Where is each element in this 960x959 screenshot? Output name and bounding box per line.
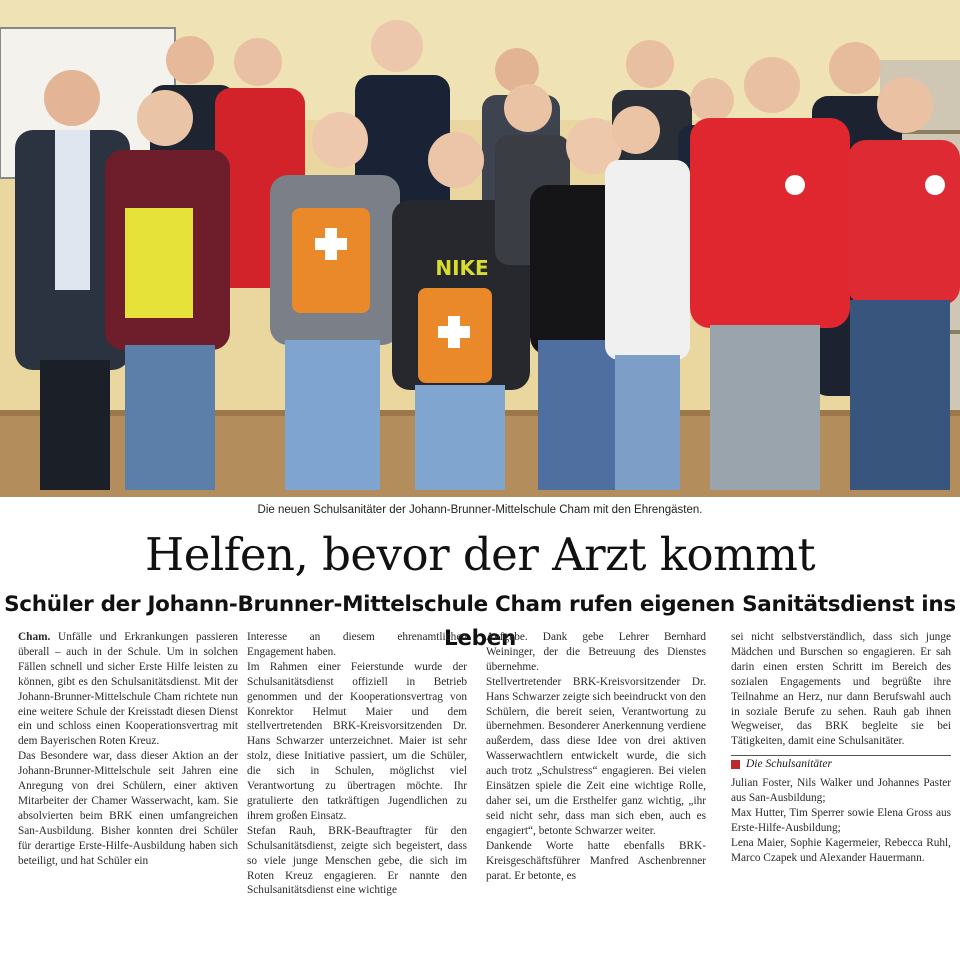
subheadline: Schüler der Johann-Brunner-Mittelschule Cham rufen eigenen Sanitätsdienst ins Leben xyxy=(4,592,956,651)
info-box-item: Julian Foster, Nils Walker und Johannes Paster aus San-Ausbildung; xyxy=(731,777,951,805)
info-box-item: Lena Maier, Sophie Kagermeier, Rebecca Ruhl, Marco Czapek und Alexander Hauermann. xyxy=(731,836,951,864)
paragraph xyxy=(18,749,238,868)
info-box-title: Die Schulsanitäter xyxy=(746,758,832,771)
article-body xyxy=(18,630,960,959)
paragraph xyxy=(486,675,706,839)
paragraph xyxy=(247,660,467,824)
paragraph xyxy=(18,630,238,749)
paragraph xyxy=(486,839,706,884)
red-square-icon xyxy=(731,760,740,769)
paragraph-text: Stellvertretender BRK-Kreisvorsitzender Dr. Hans Schwarzer zeigte sich beeindruckt von den Schülern, die bereit seien, Verantwortung zu übernehmen. Besonderer Anerkennung verdiene außerdem, dass diese Idee von drei aktiven Wasserwachtlern entwickelt wurde, die sich auch trotz „Schulstress“ engagieren. Bei vielen Einsätzen spiele die Zeit eine wichtige Rolle, daher sei, um die Ersthelfer ganz wichtig, „ihr seid nicht sehr, dass man sich eben, auch es engagiert“, betonte Schwarzer weiter. xyxy=(486,675,706,837)
paragraph-text: Dankende Worte hatte ebenfalls BRK-Kreisgeschäftsführer Manfred Aschenbrenner parat. Er betonte, es xyxy=(486,839,706,882)
paragraph xyxy=(731,630,951,749)
paragraph-text: Unfälle und Erkrankungen passieren überall – auch in der Schule. Um in solchen Fällen schnell und sicher Erste Hilfe leisten zu können, gibt es den Schulsanitätsdienst. Mit der Johann-Brunner-Mittelschule Cham richtete nun eine weitere Schule der Kreisstadt diesen Dienst ein und schloss einen Kooperationsvertrag mit dem Bayerischen Roten Kreuz. xyxy=(18,631,238,748)
dateline: Cham. xyxy=(18,631,51,643)
bag-print: NIKE xyxy=(435,256,489,280)
article-column-3 xyxy=(486,630,706,959)
headline: Helfen, bevor der Arzt kommt xyxy=(144,528,816,581)
paragraph xyxy=(486,630,706,675)
photo-caption: Die neuen Schulsanitäter der Johann-Brunner-Mittelschule Cham mit den Ehrengästen. xyxy=(257,504,703,516)
info-box-header xyxy=(731,755,951,772)
paragraph-text: Stefan Rauh, BRK-Beauftragter für den Schulsanitätsdienst, zeigte sich begeistert, dass so viele junge Menschen gebe, die sich im Roten Kreuz engagieren. Er nannte den Schulsanitätsdienst eine wichtige xyxy=(247,824,467,897)
article-column-2 xyxy=(247,630,467,959)
paragraph xyxy=(247,824,467,899)
paragraph-text: Das Besondere war, dass dieser Aktion an der Johann-Brunner-Mittelschule seit Jahren eine Anregung von drei Schülern, einer aktiven Mitarbeiter der Chamer Wasserwacht, kam. Sie absolvierten beim BRK einen umfangreichen San-Ausbildung. Bisher konnten drei Schüler für derartige Erste-Hilfe-Ausbildung haben sich beteiligt, und hat Schüler ein xyxy=(18,750,238,867)
paragraph-text: Im Rahmen einer Feierstunde wurde der Schulsanitätsdienst offiziell in Betrieb genommen und der Kooperationsvertrag von Konrektor Helmut Maier und dem stellvertretenden BRK-Kreisvorsitzenden Dr. Hans Schwarzer unterzeichnet. Maier ist sehr stolz, diese Initiative passiert, um die Schüler, die sich in Schulen, möglichst viel Verantwortung zu übertragen möchte. Ihr gratulierte den tatkräftigen Jugendlichen zu ihrem großen Einsatz. xyxy=(247,660,467,822)
paragraph xyxy=(247,630,467,660)
article-column-4 xyxy=(731,630,951,959)
paragraph-text: sei nicht selbstverständlich, dass sich junge Mädchen und Burschen so engagieren. Er sah darin einen ersten Schritt im Bereich des sozialen Engagements und begrüßte ihre Teilnahme an Herz, nur dann Berufswahl auch in soziale Berufe zu sehen. Rauh gab ihnen Wegweiser, das BRK begleite sie bei Tätigkeiten, damit eine Schulsanitäter. xyxy=(731,631,951,748)
info-box-item: Max Hutter, Tim Sperrer sowie Elena Gross aus Erste-Hilfe-Ausbildung; xyxy=(731,807,951,834)
paragraph-text: Interesse an diesem ehrenamtlichen Engagement haben. xyxy=(247,631,467,658)
article-column-1 xyxy=(18,630,238,959)
paragraph-text: Aufgabe. Dank gebe Lehrer Bernhard Weininger, der die Betreuung des Dienstes übernehme. xyxy=(486,631,706,673)
